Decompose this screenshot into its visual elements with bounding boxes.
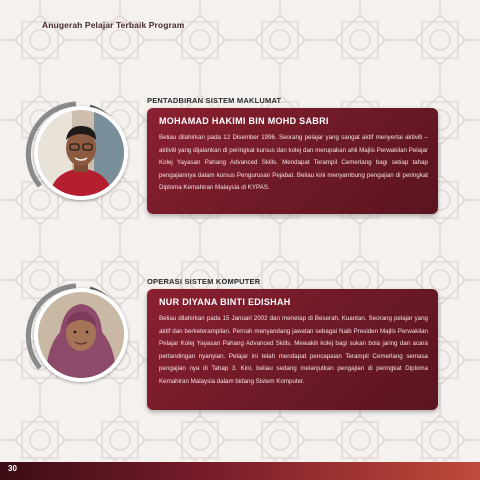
student-name: NUR DIYANA BINTI EDISHAH: [159, 297, 291, 307]
footer-bar: [0, 462, 480, 480]
person-portrait-icon: [38, 292, 124, 378]
profile-card: [147, 289, 438, 410]
student-name: MOHAMAD HAKIMI BIN MOHD SABRI: [159, 116, 329, 126]
profile-photo-frame: [28, 100, 140, 212]
section-label: OPERASI SISTEM KOMPUTER: [147, 277, 261, 286]
student-bio: Beliau dilahirkan pada 12 Disember 1996. Seorang pelajar yang sangat aktif menyertai aktiviti – aktiviti yang dijalankan di peringkat kursus dan kolej dan merupakan ahli Majlis Perwakilan Pelajar Kolej Yayasan Pahang Advanced Skills. Mendapat Terampil Cemerlang bagi setiap tahap pengajiannya dalam kursus Pengurusan Pejabat. Beliau kini menyambung pengajian di peringkat Diploma Kemahiran Malaysia di KYPAS.: [159, 134, 428, 192]
profile-photo-frame: [28, 282, 140, 394]
profile-card: [147, 108, 438, 214]
avatar-photo: [34, 288, 128, 382]
avatar-photo: [34, 106, 128, 200]
student-bio: Beliau dilahirkan pada 15 Januari 2002 dan menetap di Beserah, Kuantan. Seorang pelajar yang aktif dan berketerampilan. Pernah menyandang jawatan sebagai Naib Presiden Majlis Perwakilan Pelajar Kolej Yayasan Pahang Advanced Skills. Mewakili kolej bagi sukan bola jaring dan acara pertandingan nyanyian. Pelajar ini telah mendapat pencapaian Terampil Cemerlang semasa pengajian nya di Tahap 3. Kini, beliau sedang melanjutkan pengajian di peringkat Diploma Kemahiran Malaysia dalam bidang Sistem Komputer.: [159, 315, 428, 385]
page-number: 30: [8, 464, 17, 473]
person-portrait-icon: [38, 110, 124, 196]
section-label: PENTADBIRAN SISTEM MAKLUMAT: [147, 96, 282, 105]
page-header-title: Anugerah Pelajar Terbaik Program: [42, 20, 185, 30]
